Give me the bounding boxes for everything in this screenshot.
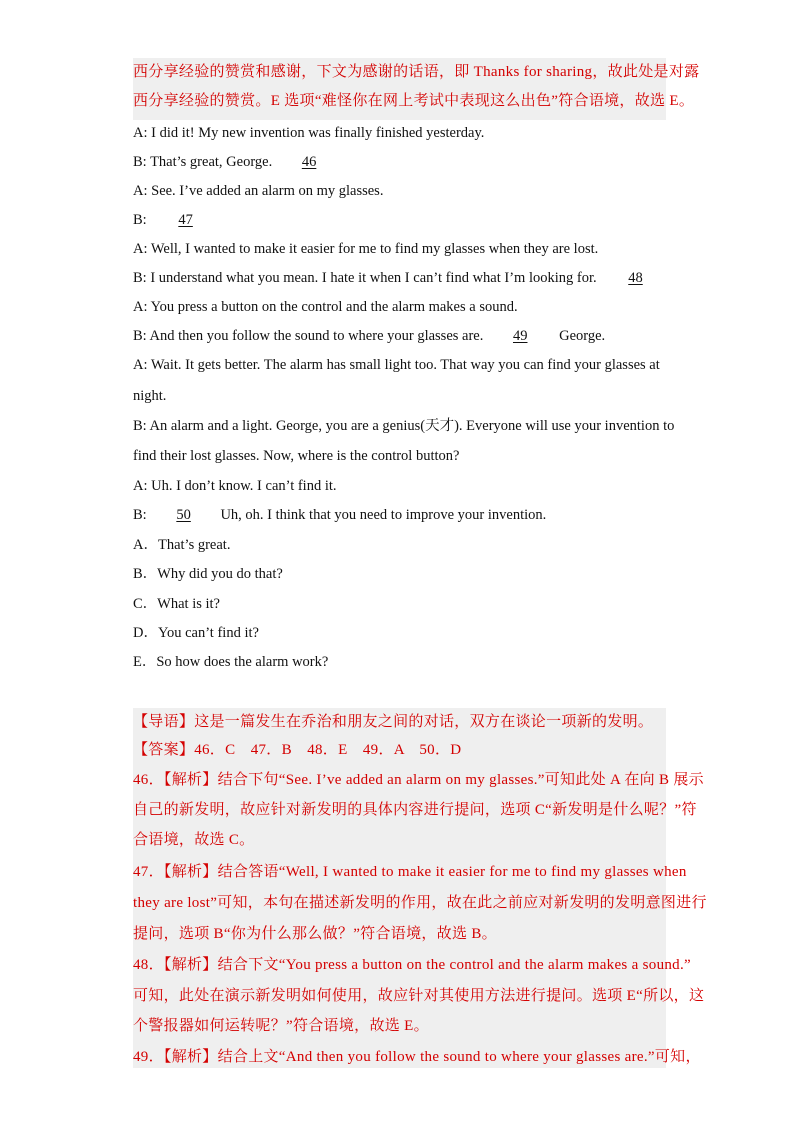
analysis-line: 48．【解析】结合下文“You press a button on the control and the alarm makes a sound.”	[133, 957, 691, 973]
analysis-shade	[133, 708, 666, 1068]
answer-key: 【答案】46．C 47．B 48．E 49．A 50．D	[133, 742, 462, 758]
answer-blank: 50	[176, 507, 191, 523]
dialogue-line: B: I understand what you mean. I hate it when I can’t find what I’m looking for. 48	[133, 269, 671, 287]
dialogue-line: A: See. I’ve added an alarm on my glasses.	[133, 183, 384, 199]
dialogue-line: A: You press a button on the control and the alarm makes a sound.	[133, 299, 518, 315]
analysis-line: 个警报器如何运转呢？”符合语境，故选 E。	[133, 1018, 429, 1034]
dialogue-line: find their lost glasses. Now, where is the control button?	[133, 448, 460, 464]
dialogue-line: B: 50 Uh, oh. I think that you need to improve your invention.	[133, 507, 547, 523]
dialogue-line: A: Well, I wanted to make it easier for me to find my glasses when they are lost.	[133, 241, 599, 257]
option-e: E．So how does the alarm work?	[133, 654, 329, 670]
dialogue-line: night.	[133, 388, 167, 404]
analysis-line: 合语境，故选 C。	[133, 832, 255, 848]
option-a: A．That’s great.	[133, 537, 231, 553]
option-b: B．Why did you do that?	[133, 566, 283, 582]
answer-blank: 48	[628, 270, 643, 286]
top-note-line: 西分享经验的赞赏和感谢，下文为感谢的话语，即 Thanks for sharing，故此处是对露	[133, 64, 700, 80]
answer-blank: 46	[301, 154, 317, 170]
dialogue-line: A: Wait. It gets better. The alarm has small light too. That way you can find your glasses at	[133, 357, 660, 373]
analysis-line: 47．【解析】结合答语“Well, I wanted to make it easier for me to find my glasses when	[133, 864, 687, 880]
analysis-line: they are lost”可知，本句在描述新发明的作用，故在此之前应对新发明的发明意图进行	[133, 895, 707, 911]
analysis-line: 49．【解析】结合上文“And then you follow the sound to where your glasses are.”可知，	[133, 1049, 701, 1065]
option-d: D．You can’t find it?	[133, 625, 259, 641]
analysis-line: 自己的新发明，故应针对新发明的具体内容进行提问，选项 C“新发明是什么呢？”符	[133, 802, 697, 818]
dialogue-line: B: 47	[133, 211, 221, 229]
answer-blank: 47	[178, 212, 193, 228]
top-note-line: 西分享经验的赞赏。E 选项“难怪你在网上考试中表现这么出色”符合语境，故选 E。	[133, 93, 695, 109]
option-c: C．What is it?	[133, 596, 220, 612]
dialogue-line: B: And then you follow the sound to where your glasses are. 49 George.	[133, 328, 606, 344]
dialogue-line: A: Uh. I don’t know. I can’t find it.	[133, 478, 337, 494]
analysis-line: 46．【解析】结合下句“See. I’ve added an alarm on my glasses.”可知此处 A 在向 B 展示	[133, 772, 704, 788]
analysis-line: 可知，此处在演示新发明如何使用，故应针对其使用方法进行提问。选项 E“所以，这	[133, 988, 705, 1004]
analysis-line: 提问，选项 B“你为什么那么做？”符合语境，故选 B。	[133, 926, 497, 942]
dialogue-line: B: An alarm and a light. George, you are a genius(天才). Everyone will use your invention to	[133, 418, 675, 434]
dialogue-line: A: I did it! My new invention was finally finished yesterday.	[133, 125, 485, 141]
answer-blank: 49	[512, 328, 528, 344]
lead-in: 【导语】这是一篇发生在乔治和朋友之间的对话，双方在谈论一项新的发明。	[133, 714, 654, 730]
dialogue-line: B: That’s great, George. 46	[133, 153, 342, 171]
